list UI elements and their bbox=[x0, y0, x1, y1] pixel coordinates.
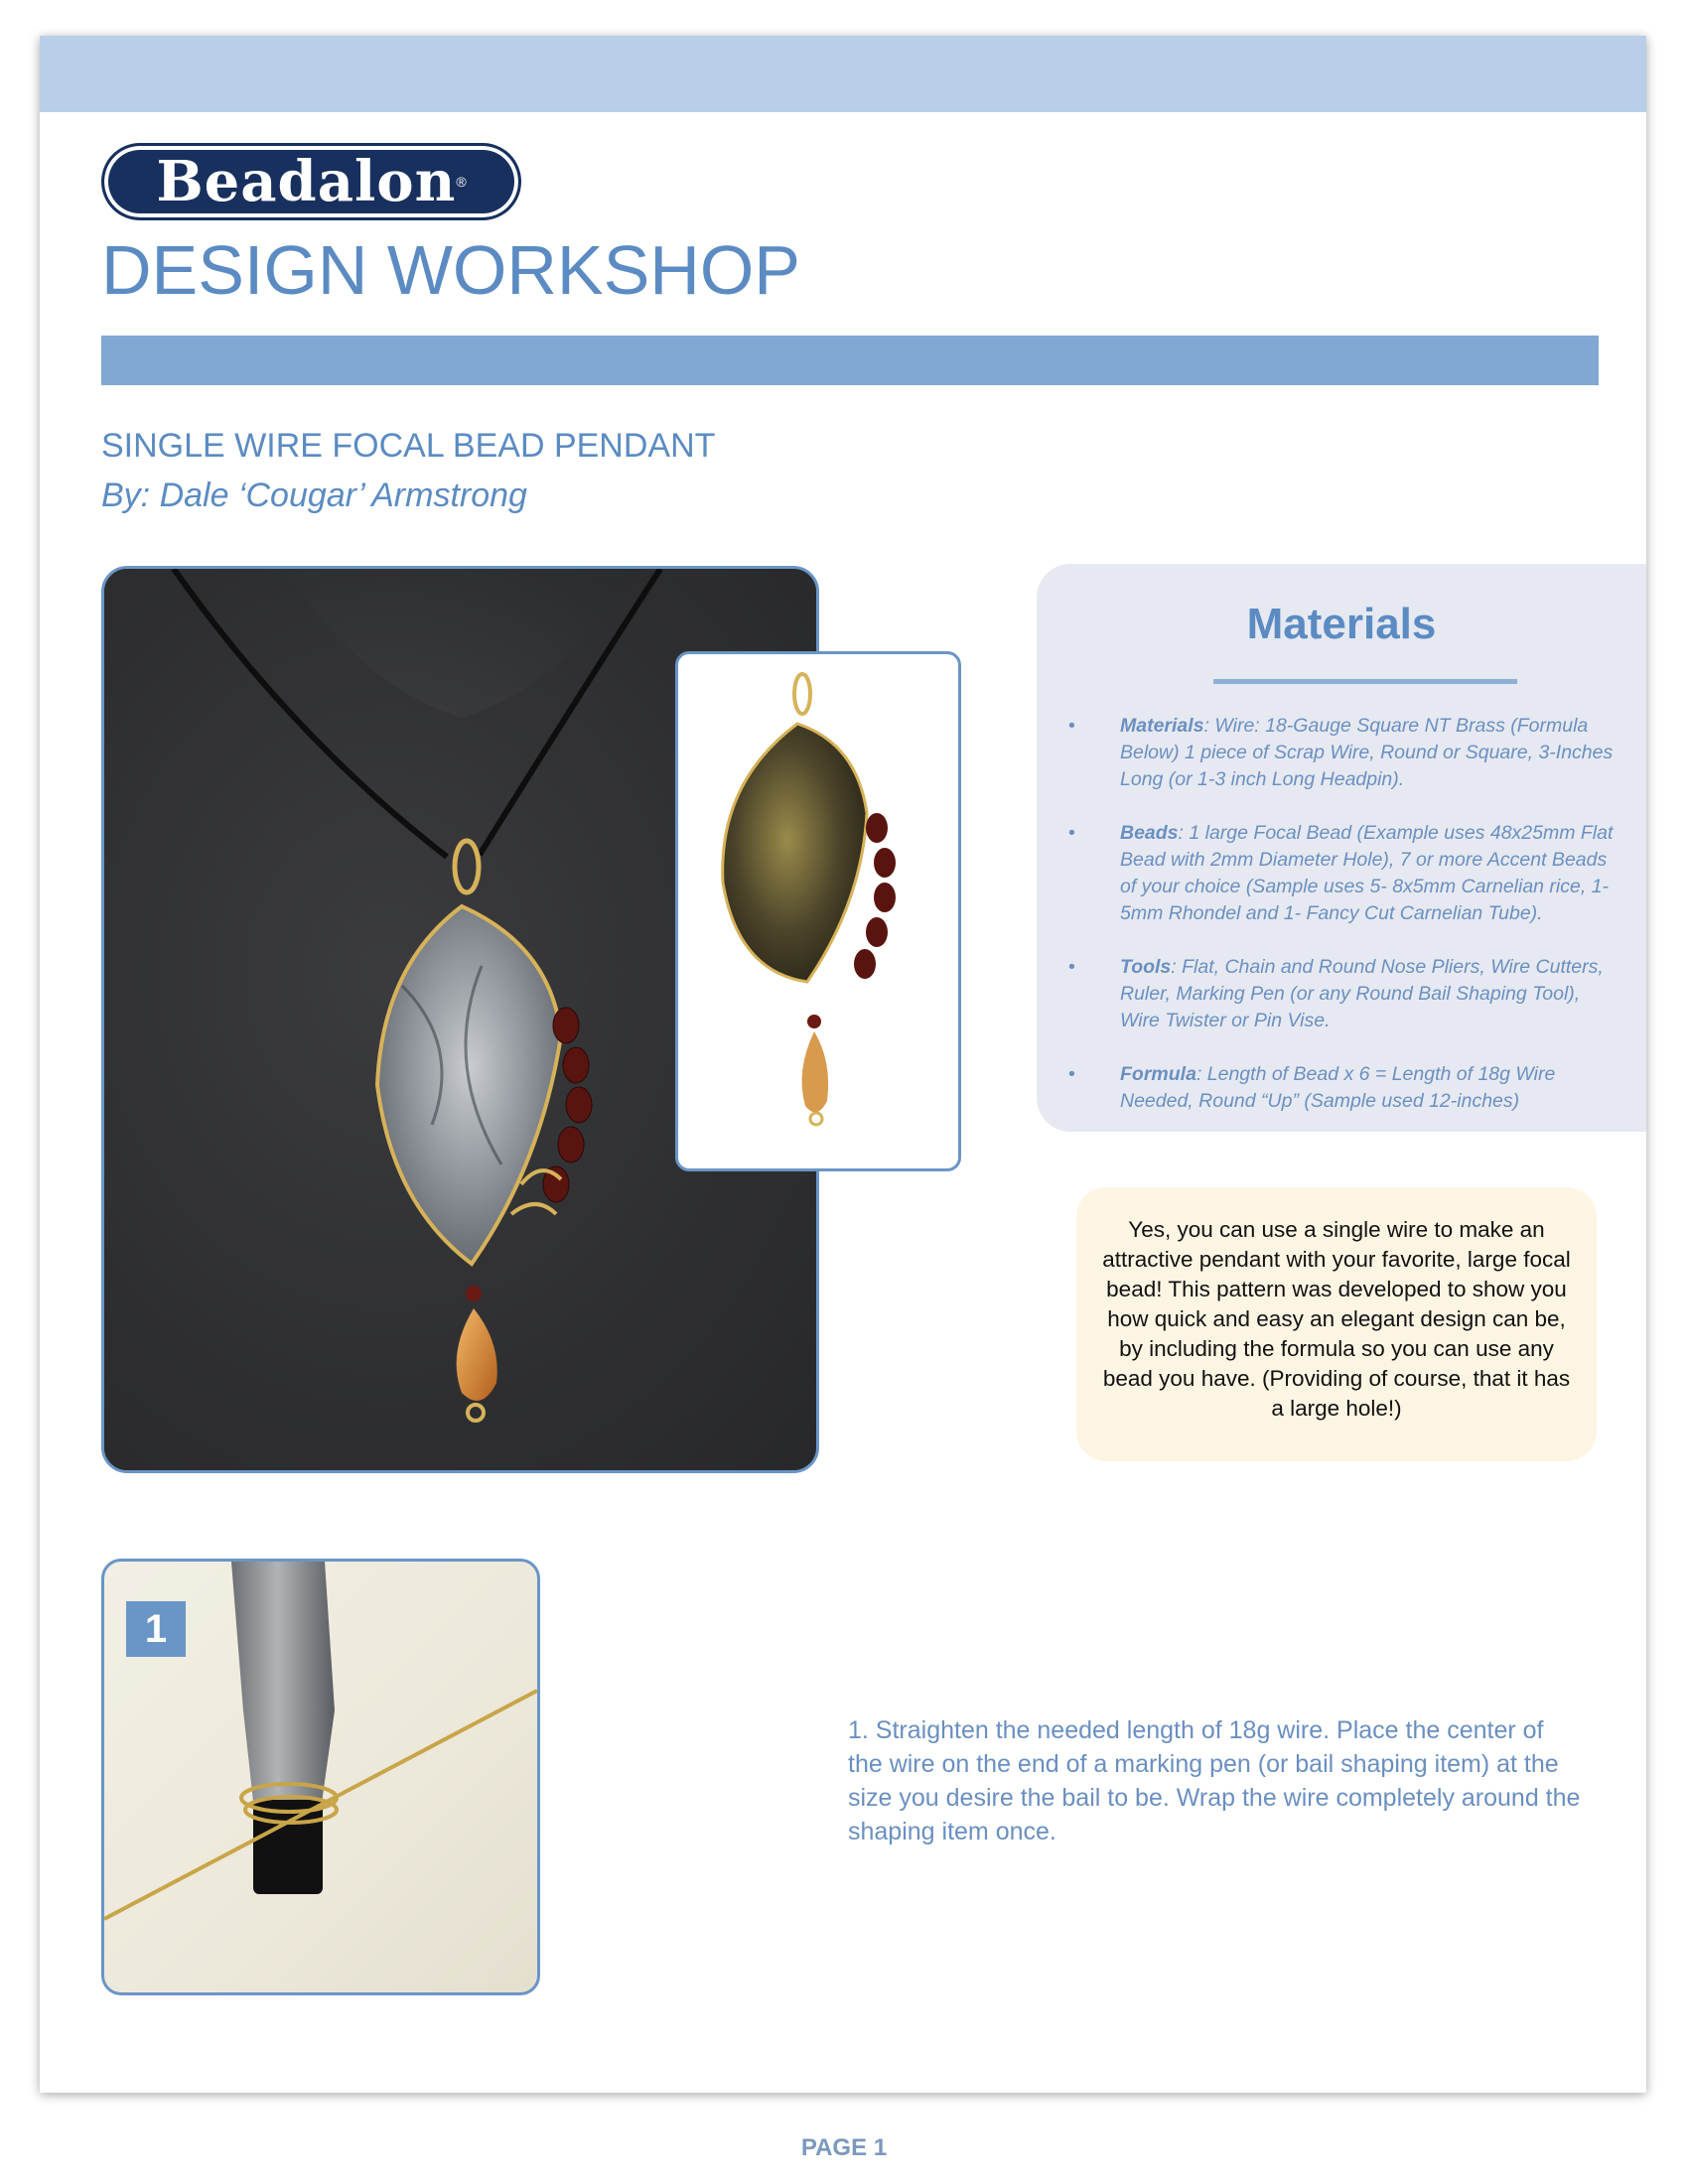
bullet-icon: • bbox=[1068, 956, 1075, 978]
beads-item-label: Beads bbox=[1120, 822, 1179, 844]
header-band bbox=[40, 36, 1646, 112]
beadalon-logo bbox=[101, 143, 521, 220]
project-author: By: Dale ‘Cougar’ Armstrong bbox=[101, 477, 527, 514]
registered-mark: ® bbox=[456, 174, 467, 190]
bullet-icon: • bbox=[1068, 1063, 1075, 1085]
pendant-inset-photo bbox=[675, 651, 961, 1171]
pendant-closeup-illustration bbox=[678, 654, 958, 1168]
materials-item-text: : Wire: 18-Gauge Square NT Brass (Formula Below) 1 piece of Scrap Wire, Round or Square, 3-Inches Long (or 1-3 inch Long Headpin). bbox=[1120, 715, 1614, 790]
tools-item-label: Tools bbox=[1120, 956, 1172, 978]
materials-underline bbox=[1213, 679, 1517, 684]
page-title: DESIGN WORKSHOP bbox=[101, 231, 800, 309]
title-divider-bar bbox=[101, 336, 1599, 385]
tools-item bbox=[1068, 954, 1624, 1034]
step-number-badge: 1 bbox=[126, 1601, 186, 1657]
beads-item-text: : 1 large Focal Bead (Example uses 48x25mm Flat Bead with 2mm Diameter Hole), 7 or more Accent Beads of your choice (Sample uses 5- 8x5mm Carnelian rice, 1- 5mm Rhondel and 1- Fancy Cut Carnelian Tube). bbox=[1120, 822, 1614, 924]
step-1-photo bbox=[101, 1559, 540, 1995]
intro-text: Yes, you can use a single wire to make an attractive pendant with your favorite, large focal bead! This pattern was developed to show you how quick and easy an elegant design can be, by including the formula so you can use any bead you have. (Providing of course, that it has a large hole!) bbox=[1102, 1217, 1571, 1421]
formula-item-label: Formula bbox=[1120, 1063, 1196, 1085]
beads-item bbox=[1068, 820, 1624, 927]
materials-panel bbox=[1037, 564, 1646, 1132]
tools-item-text: : Flat, Chain and Round Nose Pliers, Wire Cutters, Ruler, Marking Pen (or any Round Bail Shaping Tool), Wire Twister or Pin Vise. bbox=[1120, 956, 1604, 1031]
formula-item bbox=[1068, 1061, 1624, 1115]
materials-heading: Materials bbox=[1246, 600, 1437, 648]
materials-list bbox=[1068, 713, 1624, 1142]
intro-callout bbox=[1076, 1187, 1597, 1461]
page-number: PAGE 1 bbox=[800, 2134, 888, 2161]
bullet-icon: • bbox=[1068, 715, 1075, 737]
logo-text: Beadalon bbox=[156, 149, 457, 214]
project-title: SINGLE WIRE FOCAL BEAD PENDANT bbox=[101, 427, 716, 465]
step-1-text: 1. Straighten the needed length of 18g wire. Place the center of the wire on the end of a marking pen (or bail shaping item) at the size you desire the bail to be. Wrap the wire completely around the shaping item once. bbox=[848, 1716, 1581, 1845]
formula-item-text: : Length of Bead x 6 = Length of 18g Wire Needed, Round “Up” (Sample used 12-inches) bbox=[1120, 1063, 1556, 1112]
materials-item-label: Materials bbox=[1120, 715, 1204, 737]
materials-item bbox=[1068, 713, 1624, 793]
page-sheet bbox=[40, 36, 1646, 2093]
bullet-icon: • bbox=[1068, 822, 1075, 844]
